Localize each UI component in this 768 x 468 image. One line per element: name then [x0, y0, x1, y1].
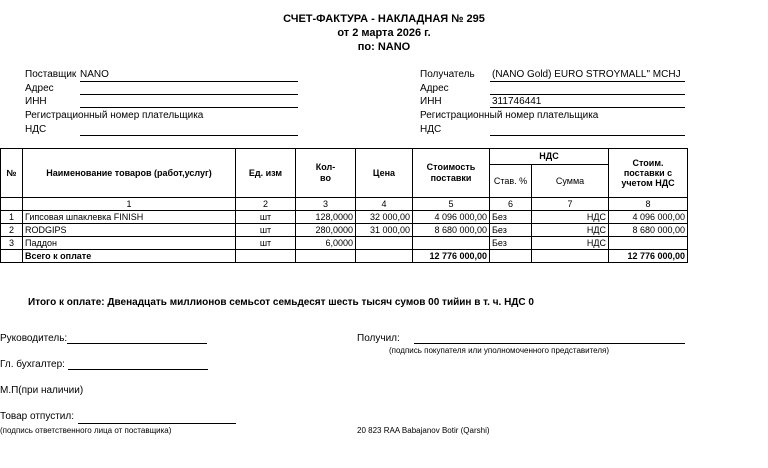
supplier-vat-label: НДС — [25, 124, 47, 135]
received-caption: (подпись покупателя или уполномоченного представителя) — [389, 346, 610, 355]
colnum-cell: 1 — [23, 198, 236, 211]
header-num: № — [1, 149, 23, 198]
supplier-reg-label: Регистрационный номер плательщика — [25, 110, 204, 121]
row-cost — [413, 237, 490, 250]
header-price: Цена — [356, 149, 413, 198]
colnum-cell: 6 — [490, 198, 532, 211]
director-label: Руководитель: — [0, 333, 68, 344]
recipient-address-label: Адрес — [420, 83, 449, 94]
row-name: Паддон — [23, 237, 236, 250]
colnum-cell — [1, 198, 23, 211]
header-vat-sum: Сумма — [532, 165, 609, 198]
table-row — [1, 211, 688, 224]
row-num: 2 — [1, 224, 23, 237]
recipient-address-line — [490, 94, 685, 95]
total-cost: 12 776 000,00 — [413, 250, 490, 263]
header-qty: Кол-во — [296, 149, 356, 198]
document-title: СЧЕТ-ФАКТУРА - НАКЛАДНАЯ № 295 — [283, 13, 485, 25]
row-unit: шт — [236, 224, 296, 237]
row-name: RODGIPS — [23, 224, 236, 237]
released-label: Товар отпустил: — [0, 411, 74, 422]
row-qty: 6,0000 — [296, 237, 356, 250]
received-label: Получил: — [357, 333, 400, 344]
accountant-signature-line — [68, 369, 208, 370]
proxy-info: 20 823 RAA Babajanov Botir (Qarshi) — [357, 426, 490, 435]
accountant-label: Гл. бухгалтер: — [0, 359, 65, 370]
header-cost: Стоимость поставки — [413, 149, 490, 198]
invoice-table — [0, 148, 688, 263]
row-cost: 8 680 000,00 — [413, 224, 490, 237]
header-vat-rate: Став. % — [490, 165, 532, 198]
row-vat-rate: Без — [490, 211, 532, 224]
recipient-name: (NANO Gold) EURO STROYMALL" MCHJ — [492, 69, 681, 80]
header-vat: НДС — [490, 149, 609, 165]
recipient-name-line — [490, 81, 685, 82]
supplier-address-label: Адрес — [25, 83, 54, 94]
row-total — [609, 237, 688, 250]
row-price: 31 000,00 — [356, 224, 413, 237]
recipient-inn-line — [490, 107, 685, 108]
colnum-cell: 2 — [236, 198, 296, 211]
row-num: 3 — [1, 237, 23, 250]
supplier-name-line — [80, 81, 298, 82]
row-num: 1 — [1, 211, 23, 224]
colnum-cell: 3 — [296, 198, 356, 211]
recipient-label: Получатель — [420, 69, 475, 80]
supplier-name: NANO — [80, 69, 109, 80]
total-label: Всего к оплате — [23, 250, 236, 263]
row-total: 8 680 000,00 — [609, 224, 688, 237]
supplier-inn-label: ИНН — [25, 96, 47, 107]
row-price — [356, 237, 413, 250]
document-po: по: NANO — [357, 41, 411, 53]
row-vat-sum: НДС — [532, 211, 609, 224]
stamp-label: М.П(при наличии) — [0, 385, 84, 396]
total-row — [1, 250, 688, 263]
table-row — [1, 237, 688, 250]
row-qty: 128,0000 — [296, 211, 356, 224]
director-signature-line — [67, 343, 207, 344]
row-name: Гипсовая шпаклевка FINISH — [23, 211, 236, 224]
recipient-vat-line — [490, 135, 685, 136]
row-vat-sum: НДС — [532, 237, 609, 250]
supplier-vat-line — [80, 135, 298, 136]
colnum-cell: 4 — [356, 198, 413, 211]
amount-in-words: Итого к оплате: Двенадцать миллионов семьсот семьдесят шесть тысяч сумов 00 тийин в т. ч. НДС 0 — [28, 297, 534, 308]
row-total: 4 096 000,00 — [609, 211, 688, 224]
received-signature-line — [414, 343, 685, 344]
header-unit: Ед. изм — [236, 149, 296, 198]
recipient-inn: 311746441 — [492, 96, 542, 107]
released-signature-line — [78, 423, 236, 424]
supplier-inn-line — [80, 107, 298, 108]
header-total-cost: Стоим. поставки с учетом НДС — [609, 149, 688, 198]
supplier-label: Поставщик — [25, 69, 77, 80]
row-vat-rate: Без — [490, 224, 532, 237]
header-name: Наименование товаров (работ,услуг) — [23, 149, 236, 198]
colnum-cell: 8 — [609, 198, 688, 211]
row-vat-sum: НДС — [532, 224, 609, 237]
colnum-cell: 7 — [532, 198, 609, 211]
recipient-vat-label: НДС — [420, 124, 442, 135]
row-vat-rate: Без — [490, 237, 532, 250]
recipient-reg-label: Регистрационный номер плательщика — [420, 110, 599, 121]
row-cost: 4 096 000,00 — [413, 211, 490, 224]
recipient-inn-label: ИНН — [420, 96, 442, 107]
row-price: 32 000,00 — [356, 211, 413, 224]
row-qty: 280,0000 — [296, 224, 356, 237]
row-unit: шт — [236, 211, 296, 224]
table-row — [1, 224, 688, 237]
colnum-cell: 5 — [413, 198, 490, 211]
supplier-address-line — [80, 94, 298, 95]
document-date: от 2 марта 2026 г. — [337, 27, 431, 39]
total-with-vat: 12 776 000,00 — [609, 250, 688, 263]
released-caption: (подпись ответственного лица от поставщика) — [0, 426, 172, 435]
row-unit: шт — [236, 237, 296, 250]
